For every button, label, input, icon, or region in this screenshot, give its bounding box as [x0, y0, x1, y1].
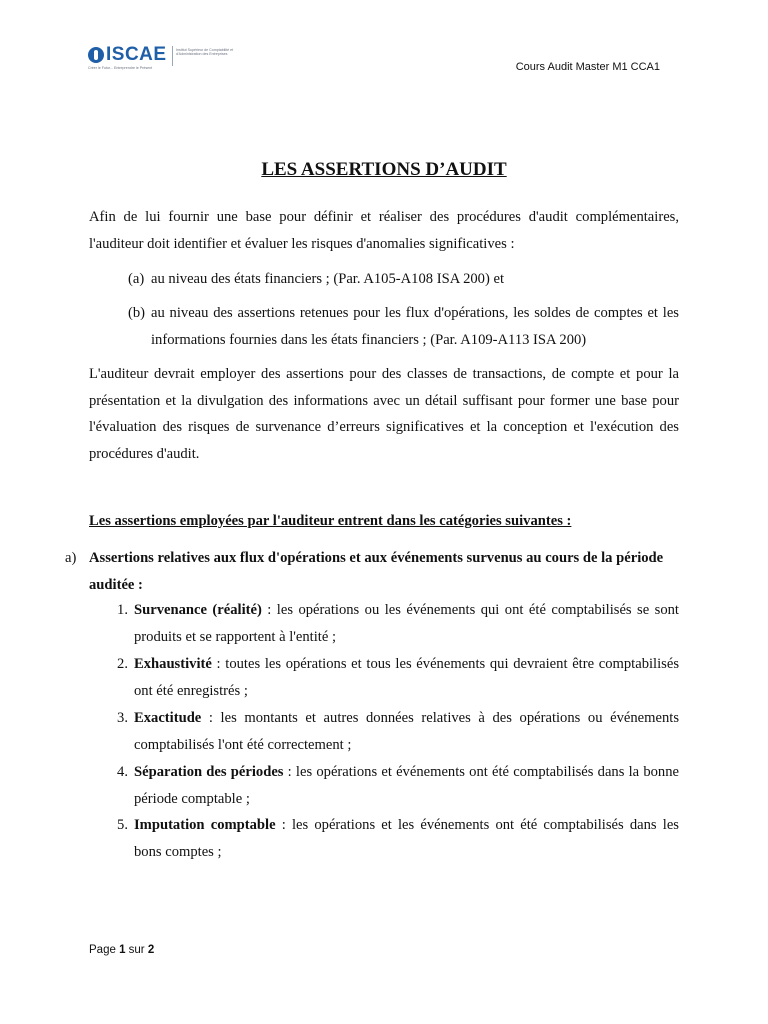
item-number: 1.	[117, 602, 128, 618]
categories-heading: Les assertions employées par l'auditeur entrent dans les catégories suivantes :	[89, 513, 572, 529]
intro-paragraph: Afin de lui fournir une base pour définir et réaliser des procédures d'audit complémentaires, l'auditeur doit identifier et évaluer les risques d'anomalies significatives :	[89, 209, 679, 252]
item-term: Survenance (réalité)	[134, 602, 262, 618]
level-item-b	[128, 300, 679, 353]
item-term: Exactitude	[134, 710, 202, 726]
item-description: : les montants et autres données relatives à des opérations ou événements comptabilisés l'ont été correctement ;	[134, 710, 679, 753]
item-term: Imputation comptable	[134, 817, 276, 833]
item-description: : les opérations et les événements ont été comptabilisés dans les bons comptes ;	[134, 817, 679, 860]
item-description: : les opérations ou les événements qui ont été comptabilisés se sont produits et se rapportent à l'entité ;	[134, 602, 679, 645]
logo-institute: Institut Supérieur de Comptabilité et d'Administration des Entreprises	[176, 48, 234, 57]
level-item-a	[128, 266, 679, 293]
section-a	[65, 545, 679, 598]
level-label: (a)	[128, 271, 145, 287]
iscae-logo	[88, 45, 236, 75]
footer-middle: sur	[125, 944, 148, 956]
assertion-item	[108, 759, 679, 812]
footer-prefix: Page	[89, 944, 120, 956]
item-number: 3.	[117, 710, 128, 726]
section-a-title: Assertions relatives aux flux d'opérations et aux événements survenus au cours de la période auditée :	[89, 550, 664, 593]
item-term: Séparation des périodes	[134, 764, 284, 780]
footer-total-pages: 2	[147, 944, 155, 956]
item-number: 5.	[117, 817, 128, 833]
item-description: : toutes les opérations et tous les événements qui devraient être comptabilisés ont été enregistrés ;	[134, 656, 679, 699]
level-text: au niveau des assertions retenues pour les flux d'opérations, les soldes de comptes et les informations fournies dans les états financiers ; (Par. A109-A113 ISA 200)	[151, 305, 679, 348]
assertion-item	[108, 597, 679, 650]
item-number: 2.	[117, 656, 128, 672]
course-header: Cours Audit Master M1 CCA1	[515, 61, 660, 73]
section-a-label: a)	[65, 550, 77, 566]
logo-divider	[172, 46, 173, 66]
logo-globe-icon	[88, 47, 104, 63]
logo-tagline: Créer le Futur... Entreprendre le Présent	[88, 66, 153, 70]
assertion-item	[108, 705, 679, 758]
level-label: (b)	[128, 305, 146, 321]
item-description: : les opérations et événements ont été comptabilisés dans la bonne période comptable ;	[134, 764, 680, 807]
page-footer	[89, 944, 154, 956]
level-text: au niveau des états financiers ; (Par. A105-A108 ISA 200) et	[151, 271, 505, 287]
item-term: Exhaustivité	[134, 656, 212, 672]
page-title: LES ASSERTIONS D’AUDIT	[261, 159, 507, 180]
footer-page-number: 1	[119, 944, 126, 956]
item-number: 4.	[117, 764, 128, 780]
logo-name: ISCAE	[106, 44, 167, 65]
assertions-paragraph: L'auditeur devrait employer des assertions pour des classes de transactions, de compte et pour la présentation et la divulgation des informations avec un détail suffisant pour former une base pour l'évaluation des risques de survenance d’erreurs significatives et la conception et l'exécution des procédures d'audit.	[89, 366, 679, 463]
assertion-item	[108, 812, 679, 865]
assertion-item	[108, 651, 679, 704]
